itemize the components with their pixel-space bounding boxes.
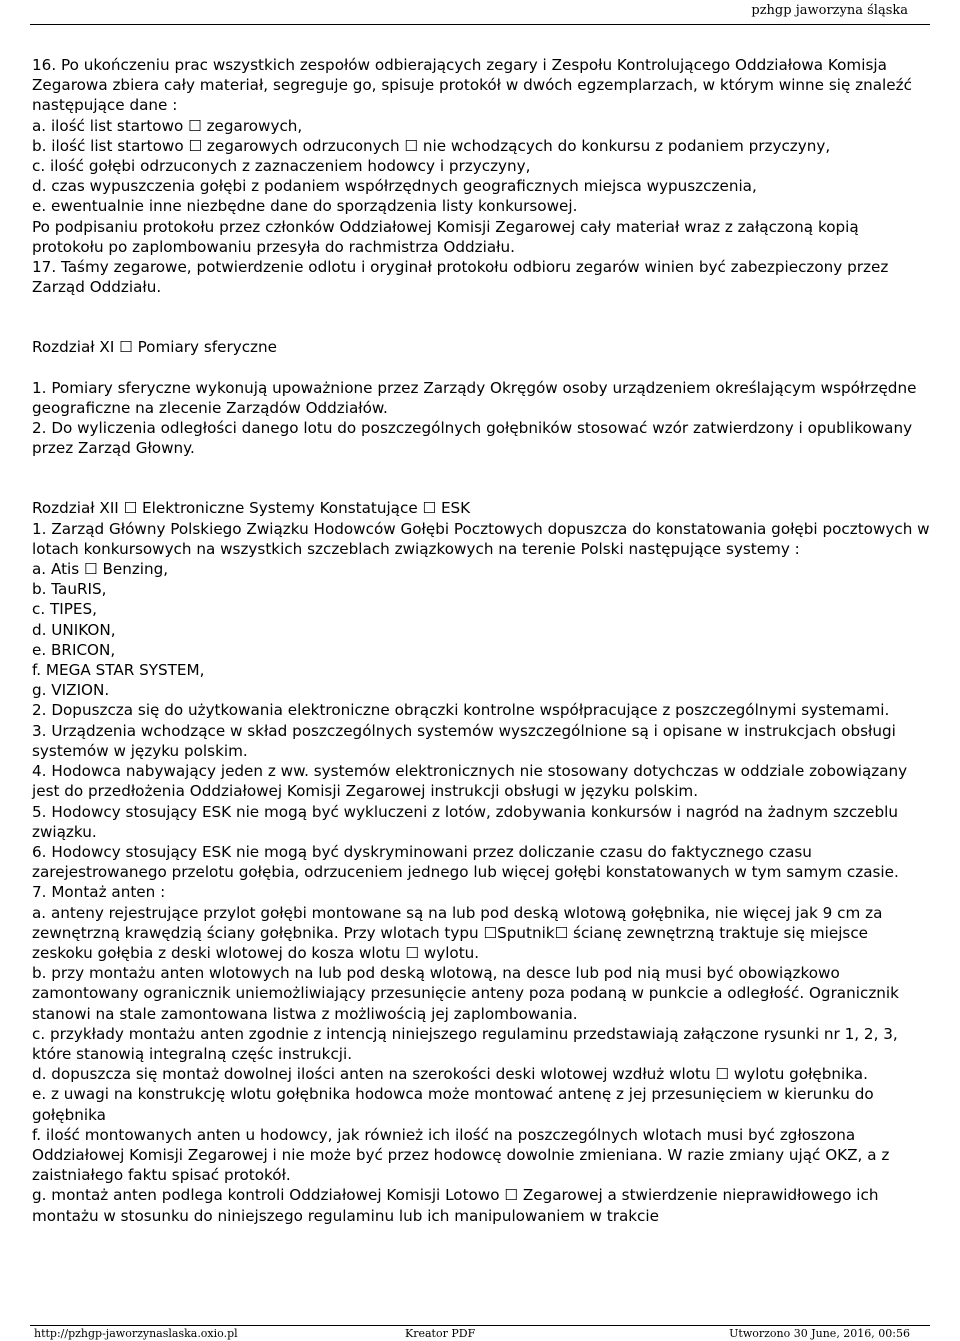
list-item: b. TauRIS, [32, 580, 107, 599]
section-xii [32, 498, 932, 1225]
section-xi-title: Rozdział XI ☐ Pomiary sferyczne [32, 338, 277, 357]
paragraph: 6. Hodowcy stosujący ESK nie mogą być dyskryminowani przez doliczanie czasu do faktycznego czasu zarejestrowanego przelotu gołębia, odrzuceniem jednego lub więcej gołębi konstatowanych w tym samym czasie. [32, 842, 899, 882]
paragraph: a. anteny rejestrujące przylot gołębi montowane są na lub pod deską wlotową gołębnika, nie więcej jak 9 cm za zewnętrzną krawędzią ściany gołębnika. Przy wlotach typu ☐Sputnik☐ ścianę zewnętrzną traktuje się miejsce zeskoku gołębia z deski wlotowej do kosza wlotu ☐ wylotu. [32, 903, 883, 962]
paragraph: d. dopuszcza się montaż dowolnej ilości anten na szerokości deski wlotowej wzdłuż wlotu ☐ wylotu gołębnika. [32, 1065, 868, 1084]
paragraph: c. ilość gołębi odrzuconych z zaznaczeniem hodowcy i przyczyny, [32, 157, 531, 176]
block-16-17 [32, 55, 932, 297]
paragraph: 1. Zarząd Główny Polskiego Związku Hodowców Gołębi Pocztowych dopuszcza do konstatowania gołębi pocztowych w lotach konkursowych na wszystkich szczeblach związkowych na terenie Polski następujące systemy : [32, 519, 930, 558]
paragraph: 16. Po ukończeniu prac wszystkich zespołów odbierających zegary i Zespołu Kontrolującego Oddziałowa Komisja Zegarowa zbiera cały materiał, segreguje go, spisuje protokół w dwóch egzemplarzach, w którym winne się znaleźć następujące dane : [32, 56, 912, 115]
list-item: f. MEGA STAR SYSTEM, [32, 661, 205, 680]
document-body [32, 55, 932, 1226]
list-item: c. TIPES, [32, 600, 97, 619]
paragraph: b. przy montażu anten wlotowych na lub pod deską wlotową, na desce lub pod nią musi być obowiązkowo zamontowany ogranicznik uniemożliwiający przesunięcie anteny poza podaną w punkcie a odległość. Ogranicznik stanowi na stale zamontowana listwa z możliwością jej zaplombowania. [32, 964, 899, 1023]
spacer [32, 458, 932, 498]
page-footer [34, 1327, 910, 1341]
paragraph: 2. Do wyliczenia odległości danego lotu do poszczególnych gołębników stosować wzór zatwierdzony i opublikowany przez Zarząd Głowny. [32, 419, 913, 458]
paragraph: c. przykłady montażu anten zgodnie z intencją niniejszego regulaminu przedstawiają załączone rysunki nr 1, 2, 3, które stanowią integralną częśc instrukcji. [32, 1024, 898, 1063]
paragraph: f. ilość montowanych anten u hodowcy, jak również ich ilość na poszczególnych wlotach musi być zgłoszona Oddziałowej Komisji Zegarowej i nie może być przez hodowcę dowolnie zmieniana. W razie zmiany ująć OKZ, a z zaistniałego faktu spisać protokół. [32, 1125, 890, 1185]
footer-divider [30, 1325, 930, 1326]
header-divider [30, 24, 930, 25]
footer-creator: Kreator PDF [405, 1327, 476, 1340]
list-item: d. UNIKON, [32, 620, 116, 639]
paragraph: 4. Hodowca nabywający jeden z ww. systemów elektronicznych nie stosowany dotychczas w oddziale zobowiązany jest do przedłożenia Oddziałowej Komisji Zegarowej instrukcji obsługi w języku polskim. [32, 762, 908, 801]
paragraph: 5. Hodowcy stosujący ESK nie mogą być wykluczeni z lotów, zdobywania konkursów i nagród na żadnym szczeblu związku. [32, 802, 898, 841]
paragraph: b. ilość list startowo ☐ zegarowych odrzuconych ☐ nie wchodzących do konkursu z podaniem przyczyny, [32, 136, 831, 155]
paragraph: a. ilość list startowo ☐ zegarowych, [32, 116, 303, 135]
paragraph: Po podpisaniu protokołu przez członków Oddziałowej Komisji Zegarowej cały materiał wraz z załączoną kopią protokołu po zaplombowaniu przesyła do rachmistrza Oddziału. [32, 217, 859, 256]
paragraph: e. ewentualnie inne niezbędne dane do sporządzenia listy konkursowej. [32, 197, 578, 216]
paragraph: 3. Urządzenia wchodzące w skład poszczególnych systemów wyszczególnione są i opisane w instrukcjach obsługi systemów w języku polskim. [32, 721, 896, 760]
paragraph: e. z uwagi na konstrukcję wlotu gołębnika hodowca może montować antenę z jej przesunięciem w kierunku do gołębnika [32, 1085, 874, 1124]
section-xi [32, 337, 932, 458]
list-item: g. VIZION. [32, 681, 110, 700]
section-xii-title: Rozdział XII ☐ Elektroniczne Systemy Konstatujące ☐ ESK [32, 499, 471, 518]
paragraph: d. czas wypuszczenia gołębi z podaniem współrzędnych geograficznych miejsca wypuszczenia, [32, 177, 757, 196]
footer-url-link[interactable]: http://pzhgp-jaworzynaslaska.oxio.pl [34, 1327, 238, 1340]
paragraph: 17. Taśmy zegarowe, potwierdzenie odlotu i oryginał protokołu odbioru zegarów winien być zabezpieczony przez Zarząd Oddziału. [32, 258, 889, 297]
paragraph: 1. Pomiary sferyczne wykonują upoważnione przez Zarządy Okręgów osoby urządzeniem określającym współrzędne geograficzne na zlecenie Zarządów Oddziałów. [32, 378, 917, 417]
spacer [32, 358, 932, 378]
list-item: e. BRICON, [32, 640, 116, 659]
footer-timestamp: Utworzono 30 June, 2016, 00:56 [729, 1327, 910, 1340]
header-site-name: pzhgp jaworzyna śląska [751, 3, 908, 18]
list-item: a. Atis ☐ Benzing, [32, 560, 169, 579]
spacer [32, 297, 932, 337]
paragraph: 7. Montaż anten : [32, 883, 166, 902]
paragraph: g. montaż anten podlega kontroli Oddziałowej Komisji Lotowo ☐ Zegarowej a stwierdzenie nieprawidłowego ich montażu w stosunku do niniejszego regulaminu lub ich manipulowaniem w trakcie [32, 1186, 879, 1225]
paragraph: 2. Dopuszcza się do użytkowania elektroniczne obrączki kontrolne współpracujące z poszczególnymi systemami. [32, 701, 890, 720]
